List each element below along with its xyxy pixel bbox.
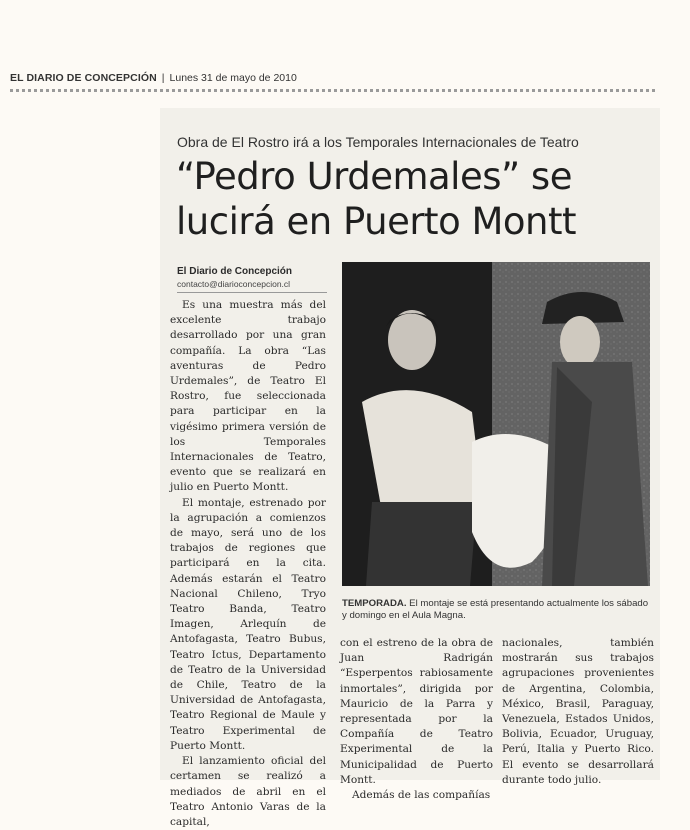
article-kicker: Obra de El Rostro irá a los Temporales Internacionales de Teatro [177, 134, 579, 150]
actors-on-stage-image [342, 262, 650, 586]
article-column-3 [502, 636, 654, 788]
byline: El Diario de Concepción [177, 266, 293, 277]
byline-email: contacto@diarioconcepcion.cl [177, 279, 291, 289]
caption-label: TEMPORADA. [342, 598, 407, 609]
paragraph: El montaje, estrenado por la agrupación a comienzos de mayo, será uno de los trabajos de regiones que participará en la cita. Además estarán el Teatro Nacional Chileno, Tryo Teatro Banda, Teatro Imagen, Arlequín de Antofagasta, Teatro Bubus, Teatro Ictus, Departamento de Teatro de la Universidad de Chile, Teatro de la Universidad de Antofagasta, Teatro Regional de Maule y Teatro Experimental de Puerto Montt. [170, 496, 326, 752]
issue-date: Lunes 31 de mayo de 2010 [169, 72, 297, 84]
paragraph: Además de las compañías [352, 789, 491, 802]
article-headline: “Pedro Urdemales” se lucirá en Puerto Montt [176, 155, 576, 243]
photo-caption [342, 598, 654, 622]
paragraph: Es una muestra más del excelente trabajo desarrollado por una gran compañía. La obra “Las aventuras de Pedro Urdemales”, de Teatro El Rostro, fue seleccionada para participar en la vigésimo primera versión de los Temporales Internacionales de Teatro, evento que se realizará en julio en Puerto Montt. [170, 299, 326, 494]
masthead-divider [10, 89, 658, 92]
newspaper-name: EL DIARIO DE CONCEPCIÓN [10, 72, 157, 84]
byline-divider [177, 292, 327, 293]
masthead: EL DIARIO DE CONCEPCIÓN | Lunes 31 de mayo de 2010 [10, 72, 297, 84]
caption-text: El montaje se está presentando actualmente los sábado y domingo en el Aula Magna. [342, 598, 649, 621]
paragraph: con el estreno de la obra de Juan Radrigán “Esperpentos rabiosamente inmortales”, dirigida por Mauricio de la Parra y representada por la Compañía de Teatro Experimental de la Municipalidad de Puerto Montt. [340, 637, 493, 786]
article-column-2 [340, 636, 493, 803]
article-photo [342, 262, 650, 586]
paragraph: nacionales, también mostrarán sus trabajos agrupaciones provenientes de Argentina, Colombia, México, Brasil, Paraguay, Venezuela, Estados Unidos, Bolivia, Ecuador, Uruguay, Perú, Italia y Puerto Rico. El evento se desarrollará durante todo julio. [502, 637, 654, 786]
article-column-1 [170, 298, 326, 830]
paragraph: El lanzamiento oficial del certamen se realizó a mediados de abril en el Teatro Antonio Varas de la capital, [170, 755, 326, 828]
